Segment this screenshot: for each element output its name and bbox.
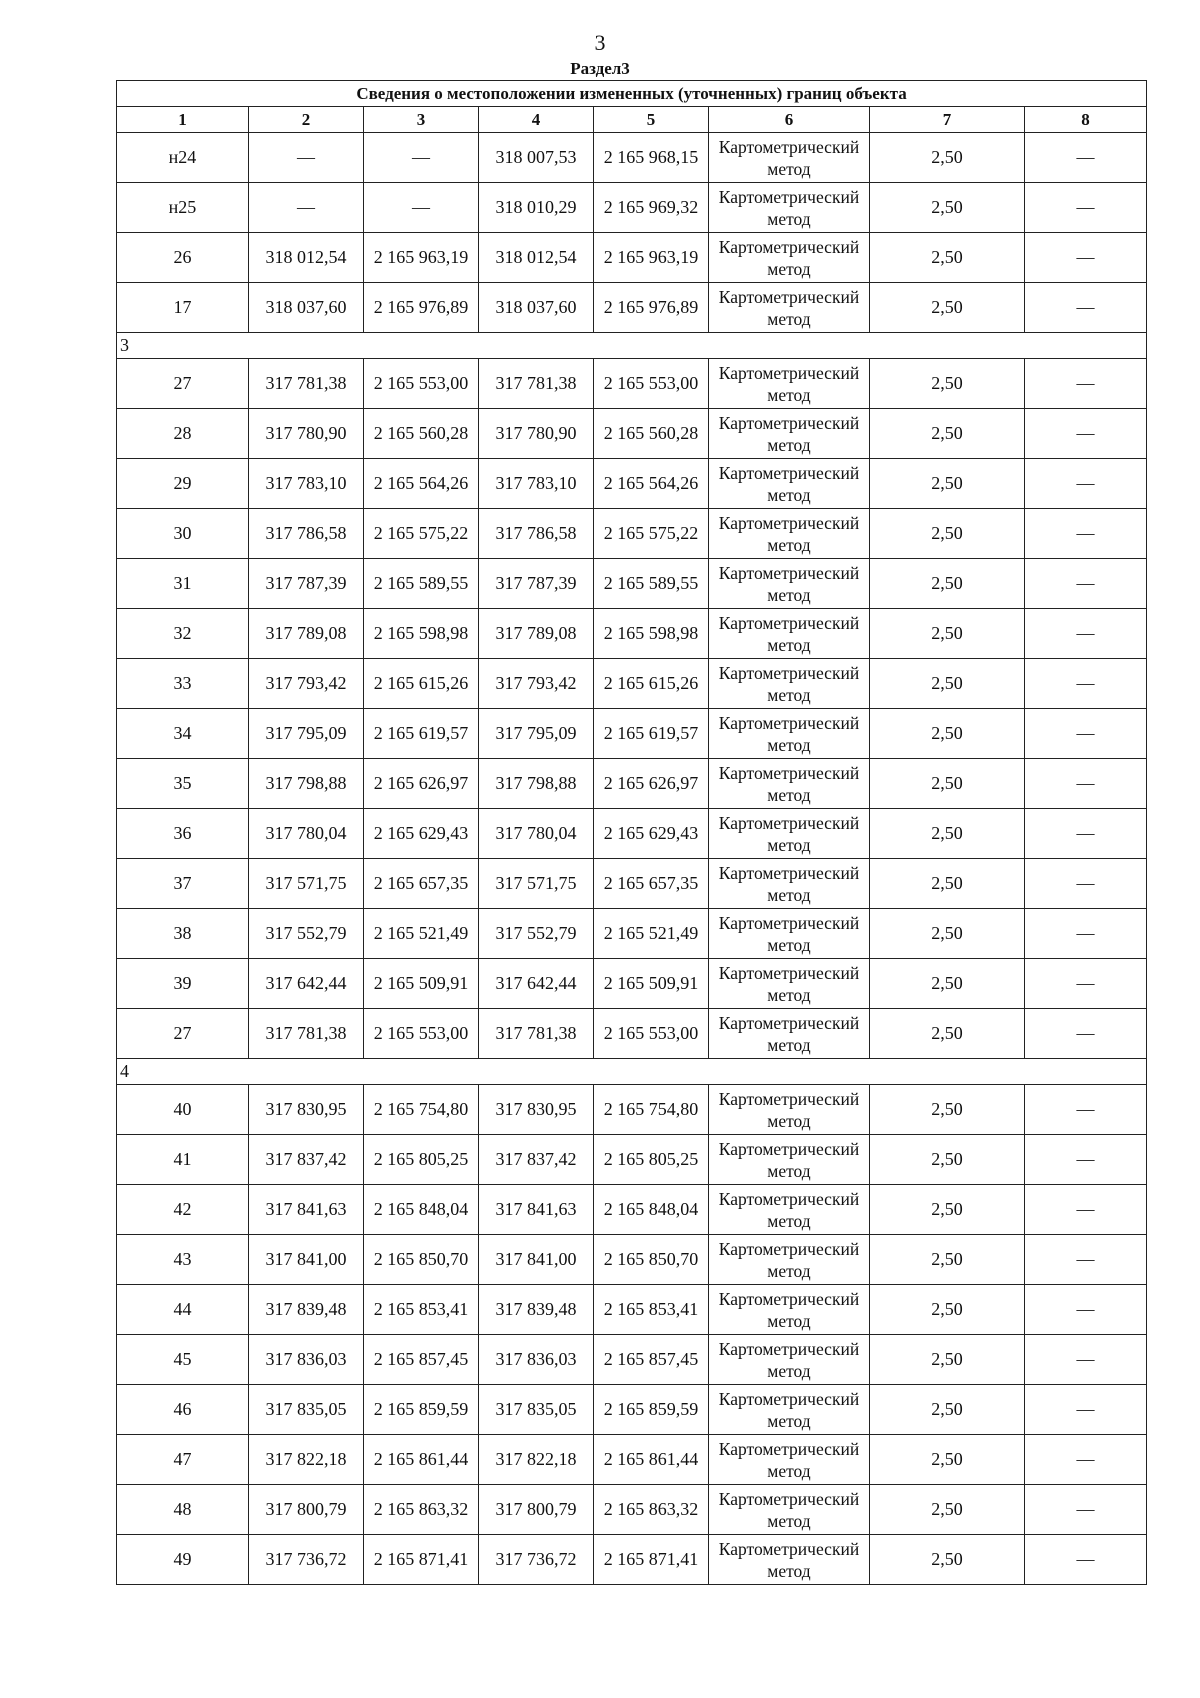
table-cell: 2 165 963,19 — [594, 233, 709, 283]
table-cell: 2 165 969,32 — [594, 183, 709, 233]
table-cell: 318 010,29 — [479, 183, 594, 233]
table-cell: 317 822,18 — [249, 1435, 364, 1485]
table-cell: 318 007,53 — [479, 133, 594, 183]
method-cell: Картометрический метод — [709, 183, 870, 233]
table-cell: 317 780,04 — [479, 809, 594, 859]
table-cell: 2,50 — [870, 959, 1025, 1009]
table-cell: 318 037,60 — [479, 283, 594, 333]
column-header: 6 — [709, 107, 870, 133]
table-cell: 317 841,63 — [479, 1185, 594, 1235]
table-cell: — — [1025, 409, 1147, 459]
table-cell: 2 165 553,00 — [364, 1009, 479, 1059]
table-cell: 317 783,10 — [249, 459, 364, 509]
table-cell: 2 165 976,89 — [594, 283, 709, 333]
table-cell: 2 165 575,22 — [594, 509, 709, 559]
table-cell: 2,50 — [870, 183, 1025, 233]
table-cell: 317 786,58 — [249, 509, 364, 559]
table-cell: — — [1025, 1085, 1147, 1135]
table-cell: 317 837,42 — [479, 1135, 594, 1185]
table-cell: 17 — [117, 283, 249, 333]
table-cell: 318 037,60 — [249, 283, 364, 333]
table-cell: 2 165 598,98 — [594, 609, 709, 659]
table-row — [117, 283, 1147, 333]
table-cell: 27 — [117, 1009, 249, 1059]
table-cell: 317 841,63 — [249, 1185, 364, 1235]
table-row — [117, 1235, 1147, 1285]
table-cell: 317 571,75 — [479, 859, 594, 909]
table-cell: 2 165 859,59 — [594, 1385, 709, 1435]
table-cell: 2 165 615,26 — [594, 659, 709, 709]
table-cell: 37 — [117, 859, 249, 909]
table-cell: 2,50 — [870, 233, 1025, 283]
table-cell: — — [1025, 959, 1147, 1009]
table-cell: 317 837,42 — [249, 1135, 364, 1185]
table-row — [117, 1185, 1147, 1235]
table-cell: 30 — [117, 509, 249, 559]
column-header: 3 — [364, 107, 479, 133]
table-header-row — [117, 107, 1147, 133]
table-cell: — — [1025, 283, 1147, 333]
table-cell: 2 165 853,41 — [594, 1285, 709, 1335]
table-cell: 2 165 615,26 — [364, 659, 479, 709]
method-cell: Картометрический метод — [709, 283, 870, 333]
table-cell: 2,50 — [870, 659, 1025, 709]
column-header: 4 — [479, 107, 594, 133]
table-cell: — — [1025, 609, 1147, 659]
table-cell: 317 800,79 — [479, 1485, 594, 1535]
table-cell: 317 736,72 — [249, 1535, 364, 1585]
table-cell: 317 642,44 — [249, 959, 364, 1009]
table-cell: 2 165 626,97 — [364, 759, 479, 809]
section-title: Раздел3 — [570, 59, 630, 78]
contour-group-row — [117, 333, 1147, 359]
method-cell: Картометрический метод — [709, 859, 870, 909]
table-cell: 2 165 553,00 — [364, 359, 479, 409]
table-cell: 317 830,95 — [249, 1085, 364, 1135]
table-cell: 318 012,54 — [479, 233, 594, 283]
table-cell: 317 835,05 — [249, 1385, 364, 1435]
table-cell: — — [1025, 1435, 1147, 1485]
table-row — [117, 559, 1147, 609]
table-cell: 2 165 589,55 — [364, 559, 479, 609]
method-cell: Картометрический метод — [709, 1085, 870, 1135]
table-cell: 317 780,90 — [249, 409, 364, 459]
table-cell: 2 165 850,70 — [594, 1235, 709, 1285]
table-cell: 317 798,88 — [249, 759, 364, 809]
method-cell: Картометрический метод — [709, 1285, 870, 1335]
table-cell: — — [1025, 809, 1147, 859]
table-cell: 2 165 564,26 — [594, 459, 709, 509]
table-row — [117, 1335, 1147, 1385]
table-cell: 34 — [117, 709, 249, 759]
table-row — [117, 133, 1147, 183]
table-row — [117, 759, 1147, 809]
table-cell: 317 783,10 — [479, 459, 594, 509]
table-cell: — — [249, 133, 364, 183]
table-cell: 2,50 — [870, 559, 1025, 609]
table-cell: 317 835,05 — [479, 1385, 594, 1435]
table-row — [117, 1435, 1147, 1485]
table-cell: 317 830,95 — [479, 1085, 594, 1135]
table-cell: 2,50 — [870, 809, 1025, 859]
table-row — [117, 809, 1147, 859]
table-cell: 2 165 619,57 — [594, 709, 709, 759]
table-row — [117, 1485, 1147, 1535]
method-cell: Картометрический метод — [709, 1435, 870, 1485]
table-row — [117, 1135, 1147, 1185]
boundary-coordinates-table — [116, 80, 1147, 1585]
table-row — [117, 459, 1147, 509]
table-cell: — — [1025, 859, 1147, 909]
table-row — [117, 1285, 1147, 1335]
table-cell: 317 642,44 — [479, 959, 594, 1009]
table-cell: 2 165 805,25 — [364, 1135, 479, 1185]
table-cell: 28 — [117, 409, 249, 459]
table-cell: 2 165 857,45 — [594, 1335, 709, 1385]
table-row — [117, 859, 1147, 909]
method-cell: Картометрический метод — [709, 1235, 870, 1285]
table-cell: 317 786,58 — [479, 509, 594, 559]
table-cell: 2 165 626,97 — [594, 759, 709, 809]
table-cell: 43 — [117, 1235, 249, 1285]
table-cell: 38 — [117, 909, 249, 959]
table-cell: — — [1025, 759, 1147, 809]
table-cell: 2 165 863,32 — [364, 1485, 479, 1535]
table-cell: 317 793,42 — [249, 659, 364, 709]
table-cell: — — [1025, 233, 1147, 283]
table-cell: 317 800,79 — [249, 1485, 364, 1535]
table-cell: 2,50 — [870, 1485, 1025, 1535]
table-cell: 2,50 — [870, 359, 1025, 409]
table-cell: — — [1025, 133, 1147, 183]
table-cell: 2,50 — [870, 709, 1025, 759]
table-cell: 318 012,54 — [249, 233, 364, 283]
table-cell: 2,50 — [870, 1235, 1025, 1285]
method-cell: Картометрический метод — [709, 759, 870, 809]
table-cell: — — [1025, 1135, 1147, 1185]
table-cell: 2 165 575,22 — [364, 509, 479, 559]
table-cell: 2 165 861,44 — [594, 1435, 709, 1485]
table-cell: 2 165 871,41 — [594, 1535, 709, 1585]
table-cell: 2 165 859,59 — [364, 1385, 479, 1435]
method-cell: Картометрический метод — [709, 509, 870, 559]
table-cell: 317 798,88 — [479, 759, 594, 809]
table-row — [117, 1535, 1147, 1585]
column-header: 2 — [249, 107, 364, 133]
table-cell: 2,50 — [870, 409, 1025, 459]
table-cell: 317 781,38 — [249, 1009, 364, 1059]
table-cell: — — [1025, 659, 1147, 709]
table-cell: — — [1025, 1535, 1147, 1585]
table-cell: 2 165 553,00 — [594, 359, 709, 409]
table-cell: 317 571,75 — [249, 859, 364, 909]
contour-group-row — [117, 1059, 1147, 1085]
table-row — [117, 509, 1147, 559]
table-cell: 2,50 — [870, 1085, 1025, 1135]
table-cell: 2,50 — [870, 1009, 1025, 1059]
table-cell: 35 — [117, 759, 249, 809]
table-cell: 2,50 — [870, 283, 1025, 333]
table-cell: 2,50 — [870, 759, 1025, 809]
table-cell: 317 781,38 — [479, 359, 594, 409]
table-cell: 2 165 560,28 — [364, 409, 479, 459]
table-cell: 2 165 857,45 — [364, 1335, 479, 1385]
table-cell: 317 789,08 — [249, 609, 364, 659]
table-cell: 317 836,03 — [479, 1335, 594, 1385]
table-cell: 2,50 — [870, 1185, 1025, 1235]
table-cell: 29 — [117, 459, 249, 509]
table-cell: 317 841,00 — [249, 1235, 364, 1285]
table-cell: 2 165 657,35 — [364, 859, 479, 909]
table-cell: 39 — [117, 959, 249, 1009]
table-cell: 2,50 — [870, 459, 1025, 509]
table-cell: 2 165 963,19 — [364, 233, 479, 283]
table-cell: 2 165 850,70 — [364, 1235, 479, 1285]
table-row — [117, 609, 1147, 659]
table-cell: — — [1025, 559, 1147, 609]
table-row — [117, 1009, 1147, 1059]
table-row — [117, 659, 1147, 709]
table-cell: 317 781,38 — [249, 359, 364, 409]
table-cell: 2 165 848,04 — [364, 1185, 479, 1235]
method-cell: Картометрический метод — [709, 659, 870, 709]
method-cell: Картометрический метод — [709, 1335, 870, 1385]
contour-number: 4 — [117, 1059, 1147, 1085]
table-cell: 2,50 — [870, 1435, 1025, 1485]
table-cell: — — [1025, 1285, 1147, 1335]
table-cell: 48 — [117, 1485, 249, 1535]
table-cell: 2 165 553,00 — [594, 1009, 709, 1059]
table-cell: 2 165 509,91 — [594, 959, 709, 1009]
table-row — [117, 959, 1147, 1009]
table-cell: 2 165 805,25 — [594, 1135, 709, 1185]
method-cell: Картометрический метод — [709, 709, 870, 759]
table-cell: 317 781,38 — [479, 1009, 594, 1059]
table-row — [117, 1085, 1147, 1135]
method-cell: Картометрический метод — [709, 909, 870, 959]
table-cell: 41 — [117, 1135, 249, 1185]
method-cell: Картометрический метод — [709, 1535, 870, 1585]
table-cell: 2,50 — [870, 1335, 1025, 1385]
table-cell: — — [1025, 1235, 1147, 1285]
table-cell: — — [1025, 509, 1147, 559]
table-cell: 317 836,03 — [249, 1335, 364, 1385]
table-cell: 33 — [117, 659, 249, 709]
table-cell: 2 165 560,28 — [594, 409, 709, 459]
table-cell: 317 780,90 — [479, 409, 594, 459]
table-cell: 36 — [117, 809, 249, 859]
table-cell: 2 165 754,80 — [594, 1085, 709, 1135]
table-cell: 2,50 — [870, 1285, 1025, 1335]
table-cell: — — [364, 183, 479, 233]
method-cell: Картометрический метод — [709, 1185, 870, 1235]
table-cell: 2 165 629,43 — [364, 809, 479, 859]
table-cell: 44 — [117, 1285, 249, 1335]
method-cell: Картометрический метод — [709, 459, 870, 509]
table-cell: 2,50 — [870, 609, 1025, 659]
table-cell: 317 839,48 — [479, 1285, 594, 1335]
method-cell: Картометрический метод — [709, 559, 870, 609]
table-cell: 2 165 754,80 — [364, 1085, 479, 1135]
method-cell: Картометрический метод — [709, 959, 870, 1009]
table-row — [117, 409, 1147, 459]
table-cell: 45 — [117, 1335, 249, 1385]
table-cell: 49 — [117, 1535, 249, 1585]
table-row — [117, 709, 1147, 759]
table-cell: 317 793,42 — [479, 659, 594, 709]
table-cell: 2,50 — [870, 1535, 1025, 1585]
table-row — [117, 233, 1147, 283]
table-cell: 31 — [117, 559, 249, 609]
table-cell: — — [249, 183, 364, 233]
method-cell: Картометрический метод — [709, 1009, 870, 1059]
table-cell: 317 822,18 — [479, 1435, 594, 1485]
table-cell: 32 — [117, 609, 249, 659]
table-cell: 317 552,79 — [479, 909, 594, 959]
table-cell: 2,50 — [870, 1385, 1025, 1435]
table-cell: 40 — [117, 1085, 249, 1135]
table-row — [117, 909, 1147, 959]
table-cell: 2 165 598,98 — [364, 609, 479, 659]
table-cell: 2 165 968,15 — [594, 133, 709, 183]
table-cell: — — [1025, 1385, 1147, 1435]
table-cell: н24 — [117, 133, 249, 183]
table-cell: 2,50 — [870, 909, 1025, 959]
method-cell: Картометрический метод — [709, 609, 870, 659]
table-cell: 317 795,09 — [479, 709, 594, 759]
table-cell: 27 — [117, 359, 249, 409]
table-cell: 2 165 871,41 — [364, 1535, 479, 1585]
table-cell: 317 841,00 — [479, 1235, 594, 1285]
table-cell: 2 165 619,57 — [364, 709, 479, 759]
table-cell: 2 165 848,04 — [594, 1185, 709, 1235]
table-cell: 317 787,39 — [479, 559, 594, 609]
table-cell: 2 165 521,49 — [364, 909, 479, 959]
table-cell: 47 — [117, 1435, 249, 1485]
table-cell: — — [1025, 1185, 1147, 1235]
page-number: 3 — [594, 30, 606, 55]
table-cell: 317 780,04 — [249, 809, 364, 859]
method-cell: Картометрический метод — [709, 1135, 870, 1185]
table-cell: 317 552,79 — [249, 909, 364, 959]
method-cell: Картометрический метод — [709, 1485, 870, 1535]
column-header: 1 — [117, 107, 249, 133]
method-cell: Картометрический метод — [709, 409, 870, 459]
table-cell: 2 165 589,55 — [594, 559, 709, 609]
table-cell: 26 — [117, 233, 249, 283]
column-header: 7 — [870, 107, 1025, 133]
table-cell: н25 — [117, 183, 249, 233]
table-cell: 2 165 853,41 — [364, 1285, 479, 1335]
table-row — [117, 183, 1147, 233]
table-cell: 2 165 564,26 — [364, 459, 479, 509]
column-header: 5 — [594, 107, 709, 133]
table-cell: 46 — [117, 1385, 249, 1435]
table-cell: 317 787,39 — [249, 559, 364, 609]
table-caption: Сведения о местоположении измененных (уточненных) границ объекта — [117, 81, 1147, 107]
table-cell: 317 795,09 — [249, 709, 364, 759]
method-cell: Картометрический метод — [709, 233, 870, 283]
table-cell: 317 839,48 — [249, 1285, 364, 1335]
table-cell: 2 165 521,49 — [594, 909, 709, 959]
contour-number: 3 — [117, 333, 1147, 359]
table-cell: 317 736,72 — [479, 1535, 594, 1585]
table-cell: 2,50 — [870, 133, 1025, 183]
table-cell: — — [364, 133, 479, 183]
table-cell: 2 165 629,43 — [594, 809, 709, 859]
table-cell: — — [1025, 459, 1147, 509]
table-cell: 2 165 976,89 — [364, 283, 479, 333]
method-cell: Картометрический метод — [709, 133, 870, 183]
table-cell: — — [1025, 1485, 1147, 1535]
method-cell: Картометрический метод — [709, 1385, 870, 1435]
table-cell: 2,50 — [870, 859, 1025, 909]
table-row — [117, 1385, 1147, 1435]
table-row — [117, 359, 1147, 409]
table-cell: 2,50 — [870, 509, 1025, 559]
table-cell: — — [1025, 1009, 1147, 1059]
method-cell: Картометрический метод — [709, 809, 870, 859]
table-cell: — — [1025, 909, 1147, 959]
table-cell: 2 165 509,91 — [364, 959, 479, 1009]
table-cell: — — [1025, 359, 1147, 409]
table-cell: 2 165 861,44 — [364, 1435, 479, 1485]
table-cell: 317 789,08 — [479, 609, 594, 659]
table-cell: 2 165 863,32 — [594, 1485, 709, 1535]
table-cell: — — [1025, 1335, 1147, 1385]
table-cell: — — [1025, 183, 1147, 233]
column-header: 8 — [1025, 107, 1147, 133]
table-cell: 2,50 — [870, 1135, 1025, 1185]
table-cell: — — [1025, 709, 1147, 759]
table-cell: 2 165 657,35 — [594, 859, 709, 909]
method-cell: Картометрический метод — [709, 359, 870, 409]
table-cell: 42 — [117, 1185, 249, 1235]
